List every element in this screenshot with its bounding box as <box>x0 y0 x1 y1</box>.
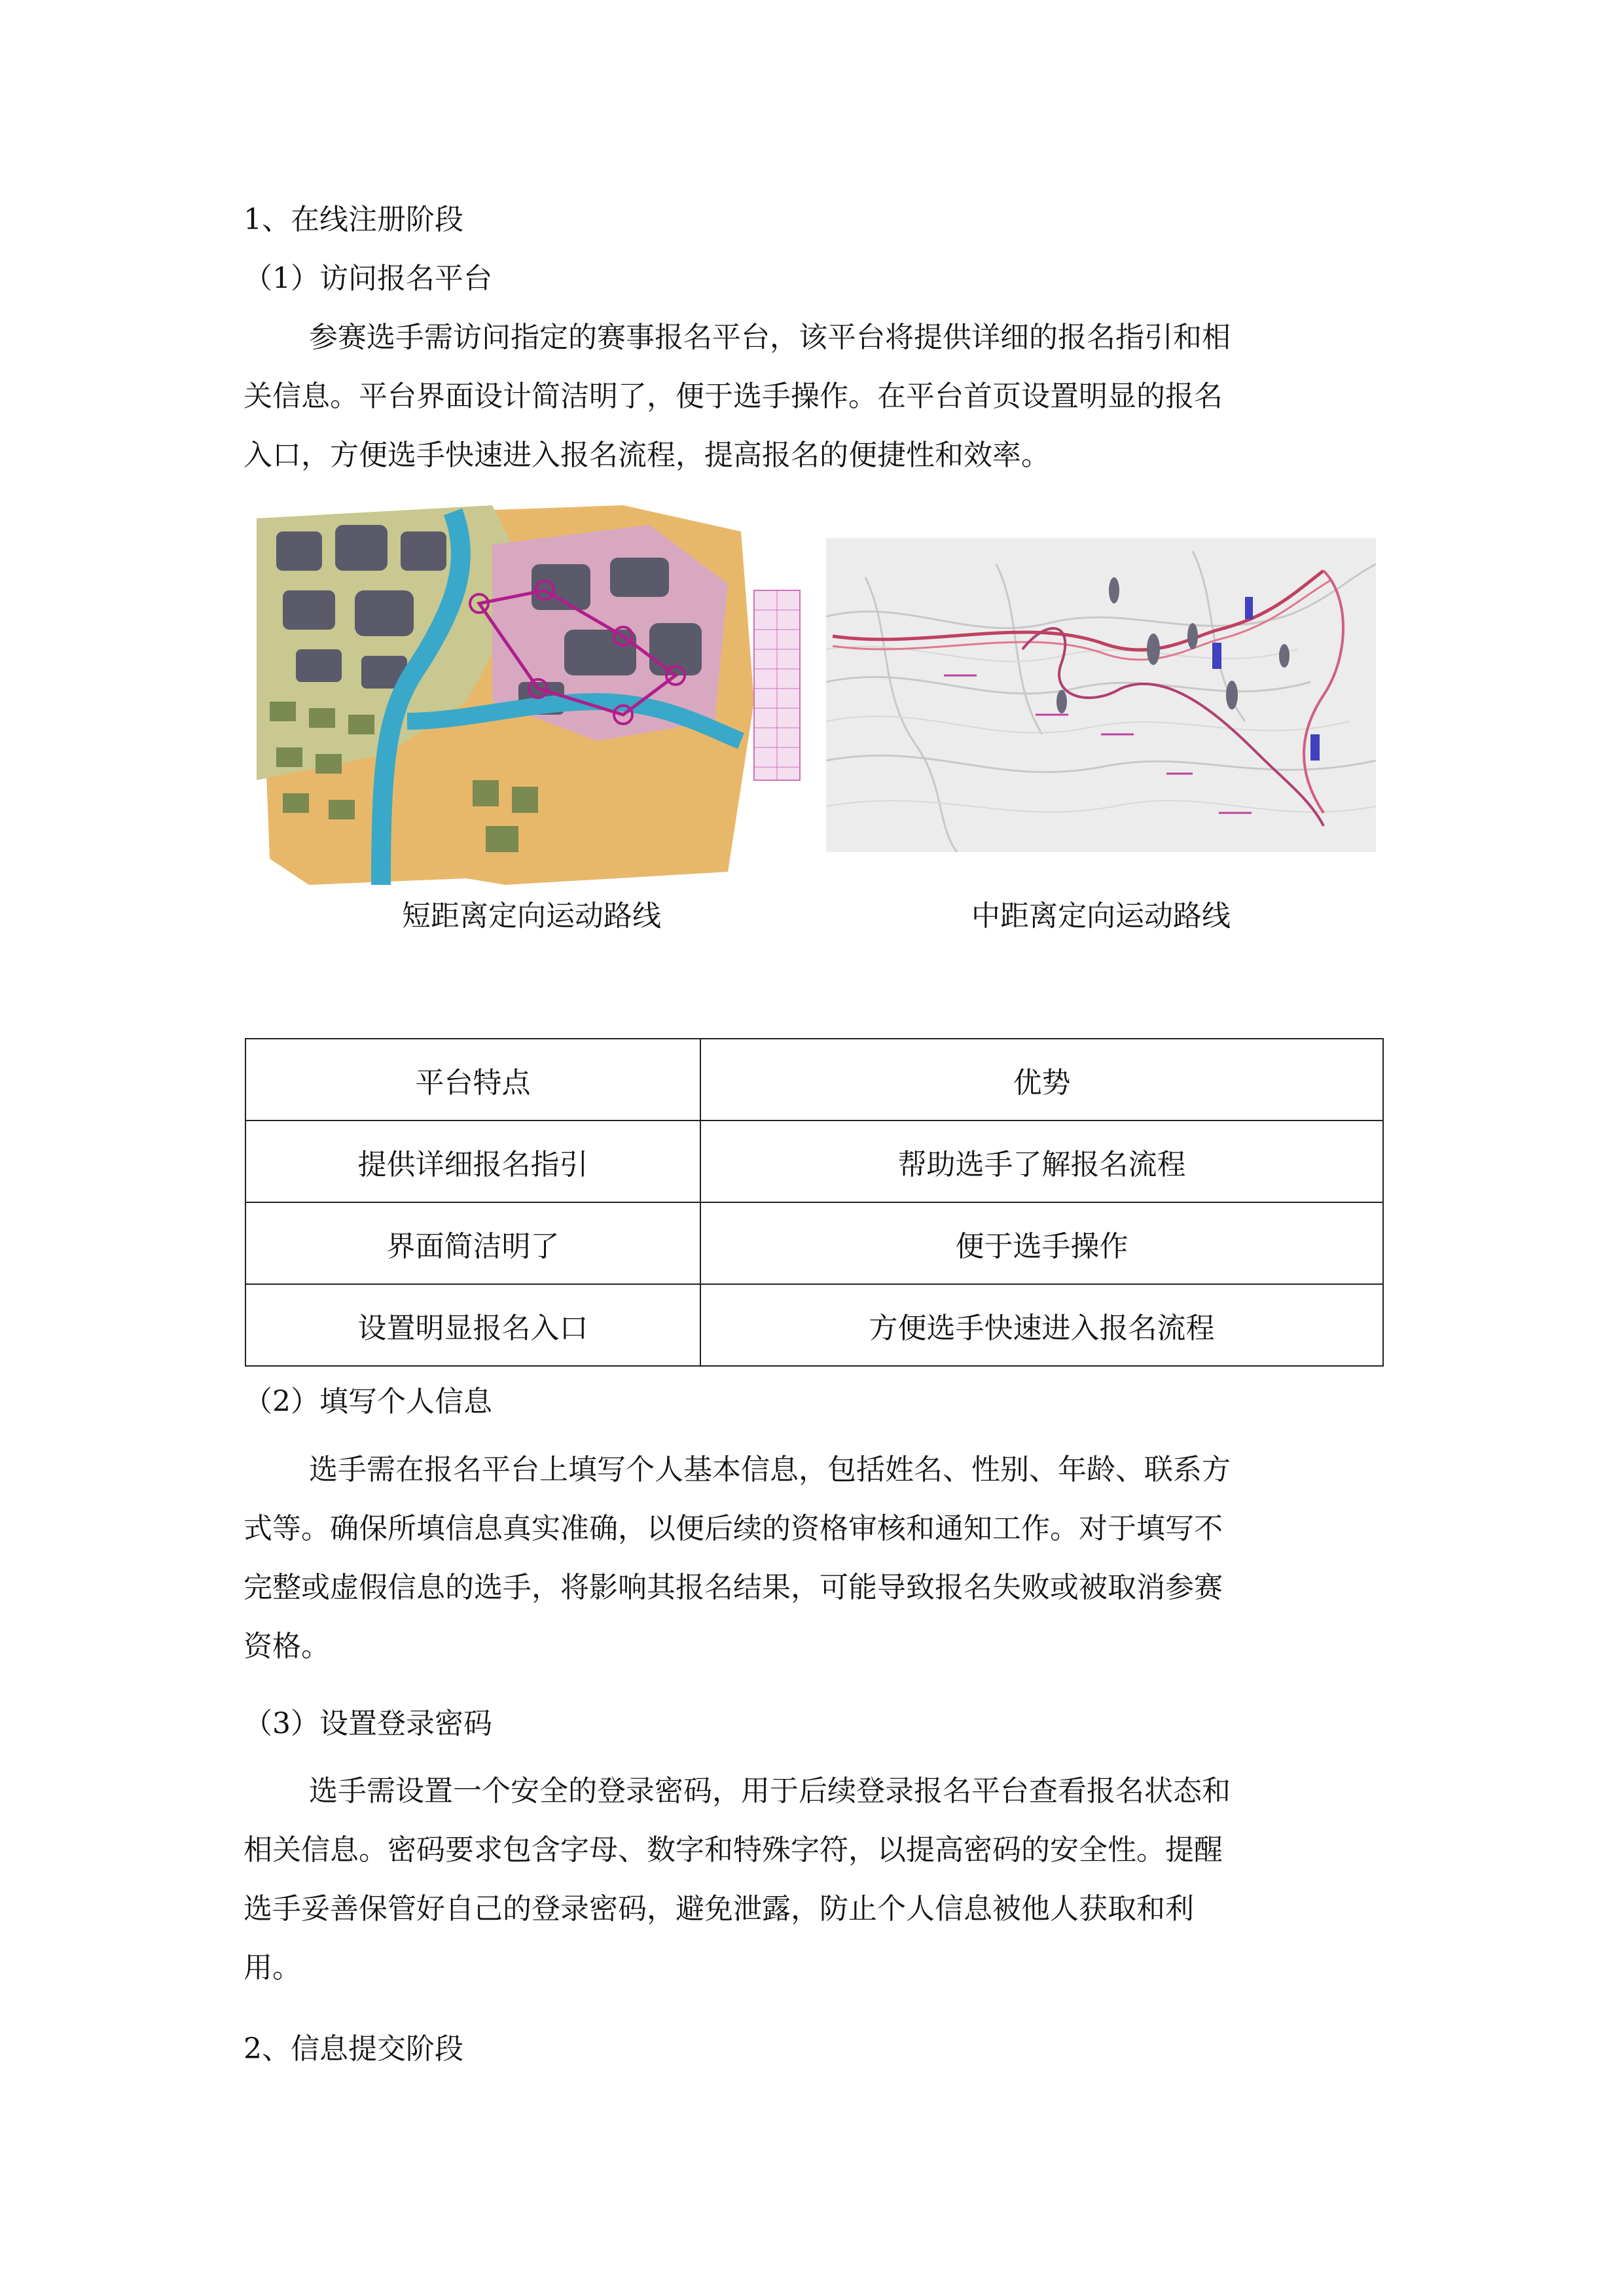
paragraph-access-platform <box>244 308 1382 485</box>
paragraph-line: 选手需在报名平台上填写个人基本信息，包括姓名、性别、年龄、联系方 <box>309 1453 1231 1486</box>
left-figure-caption: 短距离定向运动路线 <box>402 899 661 933</box>
paragraph-line: 资格。 <box>244 1630 330 1663</box>
paragraph-line: 参赛选手需访问指定的赛事报名平台，该平台将提供详细的报名指引和相 <box>309 321 1231 354</box>
paragraph-line: 完整或虚假信息的选手，将影响其报名结果，可能导致报名失败或被取消参赛 <box>244 1571 1223 1604</box>
table-cell: 界面简洁明了 <box>245 1202 700 1284</box>
paragraph-line: 相关信息。密码要求包含字母、数字和特殊字符，以提高密码的安全性。提醒 <box>244 1833 1223 1867</box>
paragraph-line: 选手需设置一个安全的登录密码，用于后续登录报名平台查看报名状态和 <box>309 1774 1231 1808</box>
table-header-row <box>245 1039 1383 1121</box>
section-1-heading: 1、在线注册阶段 <box>244 203 463 236</box>
paragraph-login-password <box>244 1762 1382 1998</box>
subsection-3-heading: （3）设置登录密码 <box>244 1707 492 1740</box>
table-header-cell: 优势 <box>700 1039 1383 1121</box>
subsection-1-heading: （1）访问报名平台 <box>244 262 492 295</box>
short-distance-route-map <box>257 505 806 885</box>
paragraph-line: 选手妥善保管好自己的登录密码，避免泄露，防止个人信息被他人获取和利 <box>244 1892 1194 1926</box>
section-2-heading: 2、信息提交阶段 <box>244 2032 463 2066</box>
table-cell: 帮助选手了解报名流程 <box>700 1121 1383 1202</box>
paragraph-personal-info <box>244 1441 1382 1676</box>
table-row <box>245 1121 1383 1202</box>
paragraph-line: 关信息。平台界面设计简洁明了，便于选手操作。在平台首页设置明显的报名 <box>244 380 1223 413</box>
paragraph-line: 式等。确保所填信息真实准确，以便后续的资格审核和通知工作。对于填写不 <box>244 1512 1223 1545</box>
platform-features-table <box>245 1038 1384 1367</box>
table-cell: 便于选手操作 <box>700 1202 1383 1284</box>
right-figure-caption: 中距离定向运动路线 <box>971 899 1231 933</box>
table-row <box>245 1284 1383 1366</box>
table-header-cell: 平台特点 <box>245 1039 700 1121</box>
table-row <box>245 1202 1383 1284</box>
subsection-2-heading: （2）填写个人信息 <box>244 1385 492 1418</box>
table-cell: 提供详细报名指引 <box>245 1121 700 1202</box>
table-cell: 方便选手快速进入报名流程 <box>700 1284 1383 1366</box>
middle-distance-map-graphic <box>826 538 1376 852</box>
short-distance-map-graphic <box>257 505 806 885</box>
paragraph-line: 用。 <box>244 1951 301 1984</box>
middle-distance-route-map <box>826 538 1376 852</box>
paragraph-line: 入口，方便选手快速进入报名流程，提高报名的便捷性和效率。 <box>244 439 1050 472</box>
table-cell: 设置明显报名入口 <box>245 1284 700 1366</box>
